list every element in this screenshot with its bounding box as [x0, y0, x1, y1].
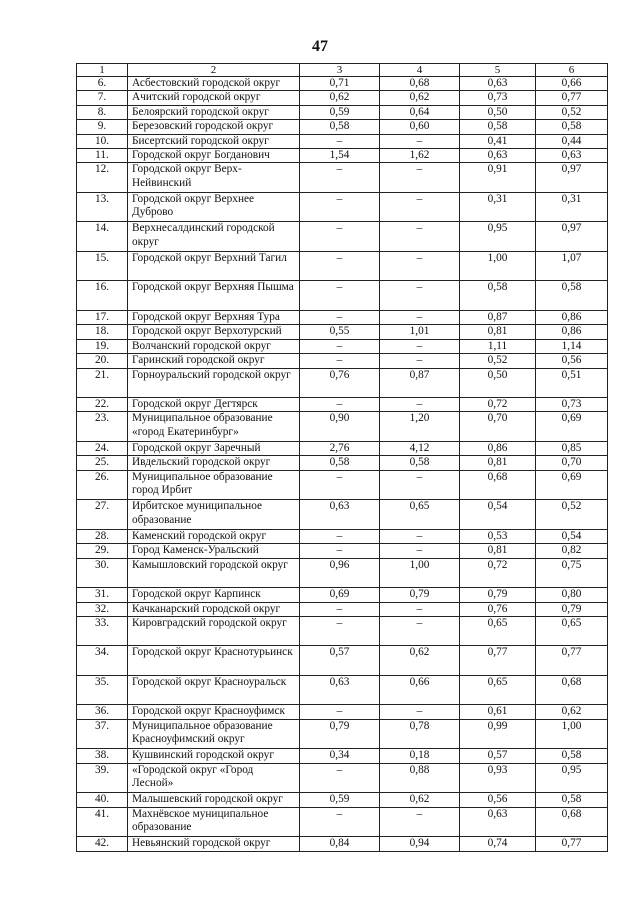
value-col3: 1,54 — [300, 149, 380, 163]
table-row — [77, 163, 608, 193]
row-name: Городской округ Красноуфимск — [128, 705, 300, 719]
value-col6: 0,75 — [536, 558, 608, 588]
row-name: Березовский городской округ — [128, 120, 300, 134]
value-col4: – — [380, 281, 460, 311]
value-col6: 0,58 — [536, 749, 608, 763]
value-col6: 0,85 — [536, 441, 608, 455]
value-col6: 0,86 — [536, 325, 608, 339]
row-number: 19. — [77, 339, 128, 353]
row-name: Городской округ Карпинск — [128, 588, 300, 602]
value-col3: 0,62 — [300, 91, 380, 105]
row-name: Ивдельский городской округ — [128, 456, 300, 470]
value-col3: – — [300, 310, 380, 324]
row-name: Бисертский городской округ — [128, 134, 300, 148]
row-name: Ачитский городской округ — [128, 91, 300, 105]
table-row — [77, 500, 608, 530]
value-col5: 0,50 — [460, 368, 536, 398]
value-col3: 0,69 — [300, 588, 380, 602]
row-name: Невьянский городской округ — [128, 837, 300, 851]
value-col5: 0,56 — [460, 793, 536, 807]
value-col4: – — [380, 134, 460, 148]
table-row — [77, 588, 608, 602]
row-number: 16. — [77, 281, 128, 311]
value-col6: 0,58 — [536, 120, 608, 134]
value-col4: 0,79 — [380, 588, 460, 602]
value-col6: 0,44 — [536, 134, 608, 148]
row-name: Городской округ Верхотурский — [128, 325, 300, 339]
value-col6: 0,68 — [536, 675, 608, 705]
row-number: 23. — [77, 412, 128, 442]
row-name: «Городской округ «Город Лесной» — [128, 763, 300, 793]
value-col3: 0,84 — [300, 837, 380, 851]
value-col5: 0,95 — [460, 222, 536, 252]
table-row — [77, 310, 608, 324]
value-col6: 0,80 — [536, 588, 608, 602]
row-number: 9. — [77, 120, 128, 134]
value-col4: – — [380, 222, 460, 252]
row-name: Городской округ Красноуральск — [128, 675, 300, 705]
value-col5: 0,86 — [460, 441, 536, 455]
value-col5: 0,53 — [460, 529, 536, 543]
table-row — [77, 544, 608, 558]
value-col4: – — [380, 354, 460, 368]
row-number: 40. — [77, 793, 128, 807]
row-name: Кушвинский городской округ — [128, 749, 300, 763]
value-col4: 1,01 — [380, 325, 460, 339]
value-col3: – — [300, 602, 380, 616]
value-col6: 0,52 — [536, 105, 608, 119]
value-col6: 0,56 — [536, 354, 608, 368]
value-col5: 0,77 — [460, 646, 536, 676]
row-number: 12. — [77, 163, 128, 193]
row-name: Городской округ Верхний Тагил — [128, 251, 300, 281]
value-col4: – — [380, 705, 460, 719]
page-number: 47 — [312, 38, 328, 55]
value-col6: 0,69 — [536, 412, 608, 442]
value-col6: 0,54 — [536, 529, 608, 543]
row-name: Верхнесалдинский городской округ — [128, 222, 300, 252]
table-row — [77, 602, 608, 616]
row-number: 25. — [77, 456, 128, 470]
value-col3: 0,63 — [300, 675, 380, 705]
row-name: Гаринский городской округ — [128, 354, 300, 368]
value-col4: – — [380, 310, 460, 324]
row-number: 41. — [77, 807, 128, 837]
table-row — [77, 325, 608, 339]
row-number: 11. — [77, 149, 128, 163]
row-name: Городской округ Верх-Нейвинский — [128, 163, 300, 193]
value-col3: 0,58 — [300, 120, 380, 134]
value-col6: 0,63 — [536, 149, 608, 163]
table-row — [77, 705, 608, 719]
value-col5: 0,87 — [460, 310, 536, 324]
table-row — [77, 456, 608, 470]
value-col6: 0,52 — [536, 500, 608, 530]
row-name: Муниципальное образование Красноуфимский округ — [128, 719, 300, 749]
row-number: 22. — [77, 398, 128, 412]
row-number: 18. — [77, 325, 128, 339]
value-col3: 0,57 — [300, 646, 380, 676]
table-row — [77, 354, 608, 368]
table-row — [77, 412, 608, 442]
row-number: 30. — [77, 558, 128, 588]
table-row — [77, 339, 608, 353]
value-col6: 0,77 — [536, 646, 608, 676]
value-col4: 0,88 — [380, 763, 460, 793]
row-number: 14. — [77, 222, 128, 252]
row-number: 39. — [77, 763, 128, 793]
row-number: 38. — [77, 749, 128, 763]
value-col4: 0,78 — [380, 719, 460, 749]
value-col6: 0,51 — [536, 368, 608, 398]
table-row — [77, 368, 608, 398]
row-name: Камышловский городской округ — [128, 558, 300, 588]
value-col5: 0,81 — [460, 544, 536, 558]
table-row — [77, 251, 608, 281]
value-col4: – — [380, 398, 460, 412]
header-cell: 6 — [536, 64, 608, 77]
value-col5: 0,70 — [460, 412, 536, 442]
value-col6: 0,70 — [536, 456, 608, 470]
value-col3: 0,71 — [300, 77, 380, 91]
value-col6: 0,86 — [536, 310, 608, 324]
value-col5: 0,68 — [460, 470, 536, 500]
value-col6: 0,79 — [536, 602, 608, 616]
row-number: 35. — [77, 675, 128, 705]
value-col4: – — [380, 616, 460, 646]
value-col4: 0,87 — [380, 368, 460, 398]
table-row — [77, 222, 608, 252]
value-col4: – — [380, 544, 460, 558]
table-row — [77, 192, 608, 222]
value-col4: 0,58 — [380, 456, 460, 470]
value-col6: 1,14 — [536, 339, 608, 353]
value-col6: 0,58 — [536, 793, 608, 807]
value-col5: 0,61 — [460, 705, 536, 719]
value-col4: 1,00 — [380, 558, 460, 588]
row-number: 13. — [77, 192, 128, 222]
table-row — [77, 134, 608, 148]
value-col4: 1,20 — [380, 412, 460, 442]
value-col4: – — [380, 470, 460, 500]
value-col3: – — [300, 616, 380, 646]
value-col5: 0,63 — [460, 149, 536, 163]
table-row — [77, 91, 608, 105]
row-name: Махнёвское муниципальное образование — [128, 807, 300, 837]
table-row — [77, 719, 608, 749]
value-col5: 0,54 — [460, 500, 536, 530]
value-col5: 0,58 — [460, 120, 536, 134]
value-col4: 0,18 — [380, 749, 460, 763]
row-name: Городской округ Дегтярск — [128, 398, 300, 412]
row-number: 15. — [77, 251, 128, 281]
value-col5: 1,00 — [460, 251, 536, 281]
value-col4: 0,64 — [380, 105, 460, 119]
value-col5: 0,99 — [460, 719, 536, 749]
table-row — [77, 77, 608, 91]
value-col3: 0,59 — [300, 793, 380, 807]
value-col5: 0,72 — [460, 398, 536, 412]
table-row — [77, 793, 608, 807]
row-name: Асбестовский городской округ — [128, 77, 300, 91]
value-col4: – — [380, 602, 460, 616]
value-col3: – — [300, 339, 380, 353]
value-col4: – — [380, 807, 460, 837]
value-col3: 2,76 — [300, 441, 380, 455]
table-row — [77, 398, 608, 412]
table-header-row — [77, 64, 608, 77]
value-col4: 0,62 — [380, 793, 460, 807]
value-col4: 0,94 — [380, 837, 460, 851]
value-col5: 0,63 — [460, 77, 536, 91]
value-col5: 0,41 — [460, 134, 536, 148]
value-col6: 0,62 — [536, 705, 608, 719]
row-name: Качканарский городской округ — [128, 602, 300, 616]
row-name: Малышевский городской округ — [128, 793, 300, 807]
value-col5: 0,65 — [460, 675, 536, 705]
value-col6: 0,69 — [536, 470, 608, 500]
value-col6: 0,65 — [536, 616, 608, 646]
value-col3: – — [300, 398, 380, 412]
value-col6: 0,77 — [536, 837, 608, 851]
table-row — [77, 441, 608, 455]
value-col3: 0,96 — [300, 558, 380, 588]
table-row — [77, 749, 608, 763]
value-col3: – — [300, 544, 380, 558]
table-row — [77, 470, 608, 500]
row-number: 20. — [77, 354, 128, 368]
value-col5: 0,50 — [460, 105, 536, 119]
value-col6: 1,00 — [536, 719, 608, 749]
value-col3: – — [300, 763, 380, 793]
row-name: Кировградский городской округ — [128, 616, 300, 646]
value-col6: 0,68 — [536, 807, 608, 837]
table-row — [77, 807, 608, 837]
row-number: 26. — [77, 470, 128, 500]
row-name: Белоярский городской округ — [128, 105, 300, 119]
table-row — [77, 616, 608, 646]
data-table — [76, 63, 608, 852]
table-row — [77, 120, 608, 134]
value-col6: 0,77 — [536, 91, 608, 105]
value-col5: 0,81 — [460, 456, 536, 470]
row-name: Городской округ Краснотурьинск — [128, 646, 300, 676]
value-col3: 0,34 — [300, 749, 380, 763]
value-col5: 0,81 — [460, 325, 536, 339]
table-row — [77, 105, 608, 119]
row-name: Ирбитское муниципальное образование — [128, 500, 300, 530]
row-name: Городской округ Богданович — [128, 149, 300, 163]
value-col3: 0,90 — [300, 412, 380, 442]
value-col3: 0,63 — [300, 500, 380, 530]
row-name: Городской округ Заречный — [128, 441, 300, 455]
row-number: 28. — [77, 529, 128, 543]
value-col6: 0,31 — [536, 192, 608, 222]
value-col3: – — [300, 134, 380, 148]
value-col6: 0,66 — [536, 77, 608, 91]
header-cell: 2 — [128, 64, 300, 77]
value-col6: 0,97 — [536, 163, 608, 193]
row-number: 37. — [77, 719, 128, 749]
value-col4: – — [380, 339, 460, 353]
value-col3: – — [300, 807, 380, 837]
value-col4: – — [380, 163, 460, 193]
value-col5: 0,74 — [460, 837, 536, 851]
table-row — [77, 646, 608, 676]
value-col6: 0,97 — [536, 222, 608, 252]
value-col5: 0,57 — [460, 749, 536, 763]
header-cell: 1 — [77, 64, 128, 77]
value-col5: 1,11 — [460, 339, 536, 353]
value-col4: 0,62 — [380, 91, 460, 105]
row-name: Городской округ Верхняя Тура — [128, 310, 300, 324]
value-col4: 0,66 — [380, 675, 460, 705]
row-name: Каменский городской округ — [128, 529, 300, 543]
row-name: Городской округ Верхняя Пышма — [128, 281, 300, 311]
value-col6: 1,07 — [536, 251, 608, 281]
row-number: 6. — [77, 77, 128, 91]
value-col5: 0,93 — [460, 763, 536, 793]
value-col3: – — [300, 251, 380, 281]
row-number: 17. — [77, 310, 128, 324]
header-cell: 3 — [300, 64, 380, 77]
value-col5: 0,73 — [460, 91, 536, 105]
value-col3: – — [300, 192, 380, 222]
table-row — [77, 149, 608, 163]
value-col4: – — [380, 529, 460, 543]
value-col5: 0,76 — [460, 602, 536, 616]
value-col6: 0,73 — [536, 398, 608, 412]
table-row — [77, 675, 608, 705]
value-col3: 0,76 — [300, 368, 380, 398]
value-col3: – — [300, 470, 380, 500]
value-col5: 0,91 — [460, 163, 536, 193]
value-col3: – — [300, 705, 380, 719]
row-number: 31. — [77, 588, 128, 602]
table-row — [77, 837, 608, 851]
value-col5: 0,63 — [460, 807, 536, 837]
value-col6: 0,95 — [536, 763, 608, 793]
value-col3: – — [300, 529, 380, 543]
table-row — [77, 529, 608, 543]
row-number: 27. — [77, 500, 128, 530]
value-col4: 4,12 — [380, 441, 460, 455]
value-col3: – — [300, 163, 380, 193]
value-col3: – — [300, 281, 380, 311]
row-number: 8. — [77, 105, 128, 119]
table-row — [77, 281, 608, 311]
value-col6: 0,82 — [536, 544, 608, 558]
value-col4: 0,68 — [380, 77, 460, 91]
value-col4: 1,62 — [380, 149, 460, 163]
table-row — [77, 558, 608, 588]
value-col5: 0,79 — [460, 588, 536, 602]
value-col5: 0,31 — [460, 192, 536, 222]
header-cell: 4 — [380, 64, 460, 77]
table-row — [77, 763, 608, 793]
row-number: 24. — [77, 441, 128, 455]
row-number: 33. — [77, 616, 128, 646]
value-col5: 0,52 — [460, 354, 536, 368]
row-number: 21. — [77, 368, 128, 398]
value-col6: 0,58 — [536, 281, 608, 311]
row-name: Городской округ Верхнее Дуброво — [128, 192, 300, 222]
value-col3: – — [300, 354, 380, 368]
header-cell: 5 — [460, 64, 536, 77]
row-number: 34. — [77, 646, 128, 676]
value-col3: 0,79 — [300, 719, 380, 749]
value-col4: – — [380, 192, 460, 222]
value-col5: 0,58 — [460, 281, 536, 311]
value-col3: 0,59 — [300, 105, 380, 119]
value-col4: 0,60 — [380, 120, 460, 134]
row-name: Муниципальное образование «город Екатеринбург» — [128, 412, 300, 442]
row-name: Горноуральский городской округ — [128, 368, 300, 398]
value-col4: 0,62 — [380, 646, 460, 676]
value-col5: 0,65 — [460, 616, 536, 646]
row-number: 10. — [77, 134, 128, 148]
row-name: Город Каменск-Уральский — [128, 544, 300, 558]
value-col4: 0,65 — [380, 500, 460, 530]
row-name: Волчанский городской округ — [128, 339, 300, 353]
value-col3: 0,58 — [300, 456, 380, 470]
value-col4: – — [380, 251, 460, 281]
row-number: 32. — [77, 602, 128, 616]
row-number: 36. — [77, 705, 128, 719]
row-name: Муниципальное образование город Ирбит — [128, 470, 300, 500]
row-number: 7. — [77, 91, 128, 105]
value-col5: 0,72 — [460, 558, 536, 588]
row-number: 29. — [77, 544, 128, 558]
value-col3: – — [300, 222, 380, 252]
value-col3: 0,55 — [300, 325, 380, 339]
row-number: 42. — [77, 837, 128, 851]
